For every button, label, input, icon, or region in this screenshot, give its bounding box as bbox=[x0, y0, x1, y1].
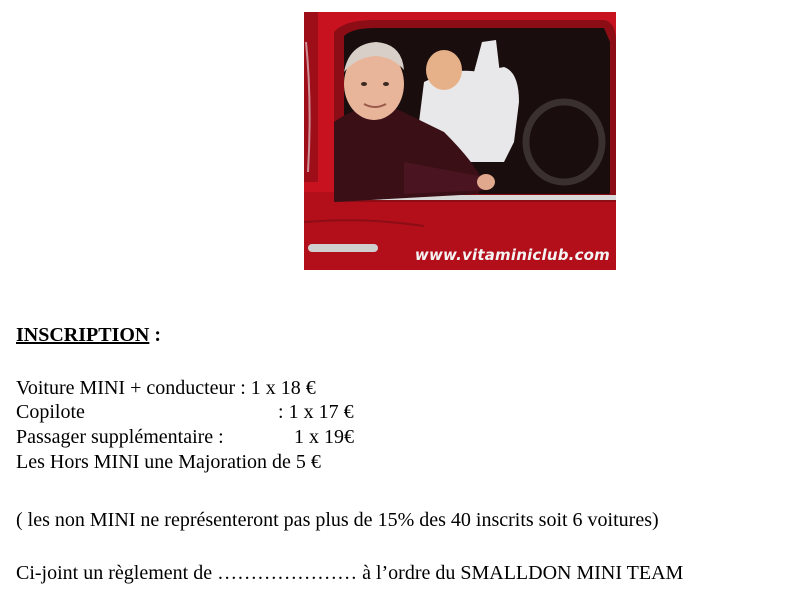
note-line: ( les non MINI ne représenteront pas plus de 15% des 40 inscrits soit 6 voitures) bbox=[16, 509, 659, 531]
payment-line: Ci-joint un règlement de ………………… à l’ordre du SMALLDON MINI TEAM bbox=[16, 562, 684, 584]
price-value-voiture: 1 x 18 € bbox=[250, 377, 316, 399]
price-value-passager: 1 x 19€ bbox=[294, 426, 354, 448]
price-row-voiture bbox=[16, 376, 316, 400]
inscription-title: INSCRIPTION bbox=[16, 324, 150, 346]
car-window-photo-icon bbox=[304, 12, 616, 270]
price-sep-copilote: : bbox=[278, 401, 289, 423]
price-amount-copilote: 1 x 17 € bbox=[288, 401, 354, 423]
watermark-text: www.vitaminiclub.com bbox=[414, 246, 610, 264]
price-label-voiture: Voiture MINI + conducteur bbox=[16, 377, 236, 399]
price-label-passager: Passager supplémentaire : bbox=[16, 426, 224, 448]
inscription-heading bbox=[16, 324, 161, 347]
inscription-title-suffix: : bbox=[149, 324, 162, 346]
price-value-copilote bbox=[278, 400, 354, 424]
hors-mini-line: Les Hors MINI une Majoration de 5 € bbox=[16, 451, 321, 473]
price-sep-voiture: : bbox=[235, 377, 251, 399]
price-row-copilote bbox=[16, 400, 376, 424]
price-label-copilote: Copilote bbox=[16, 401, 85, 423]
price-row-passager bbox=[16, 425, 376, 449]
car-photo bbox=[304, 12, 616, 270]
